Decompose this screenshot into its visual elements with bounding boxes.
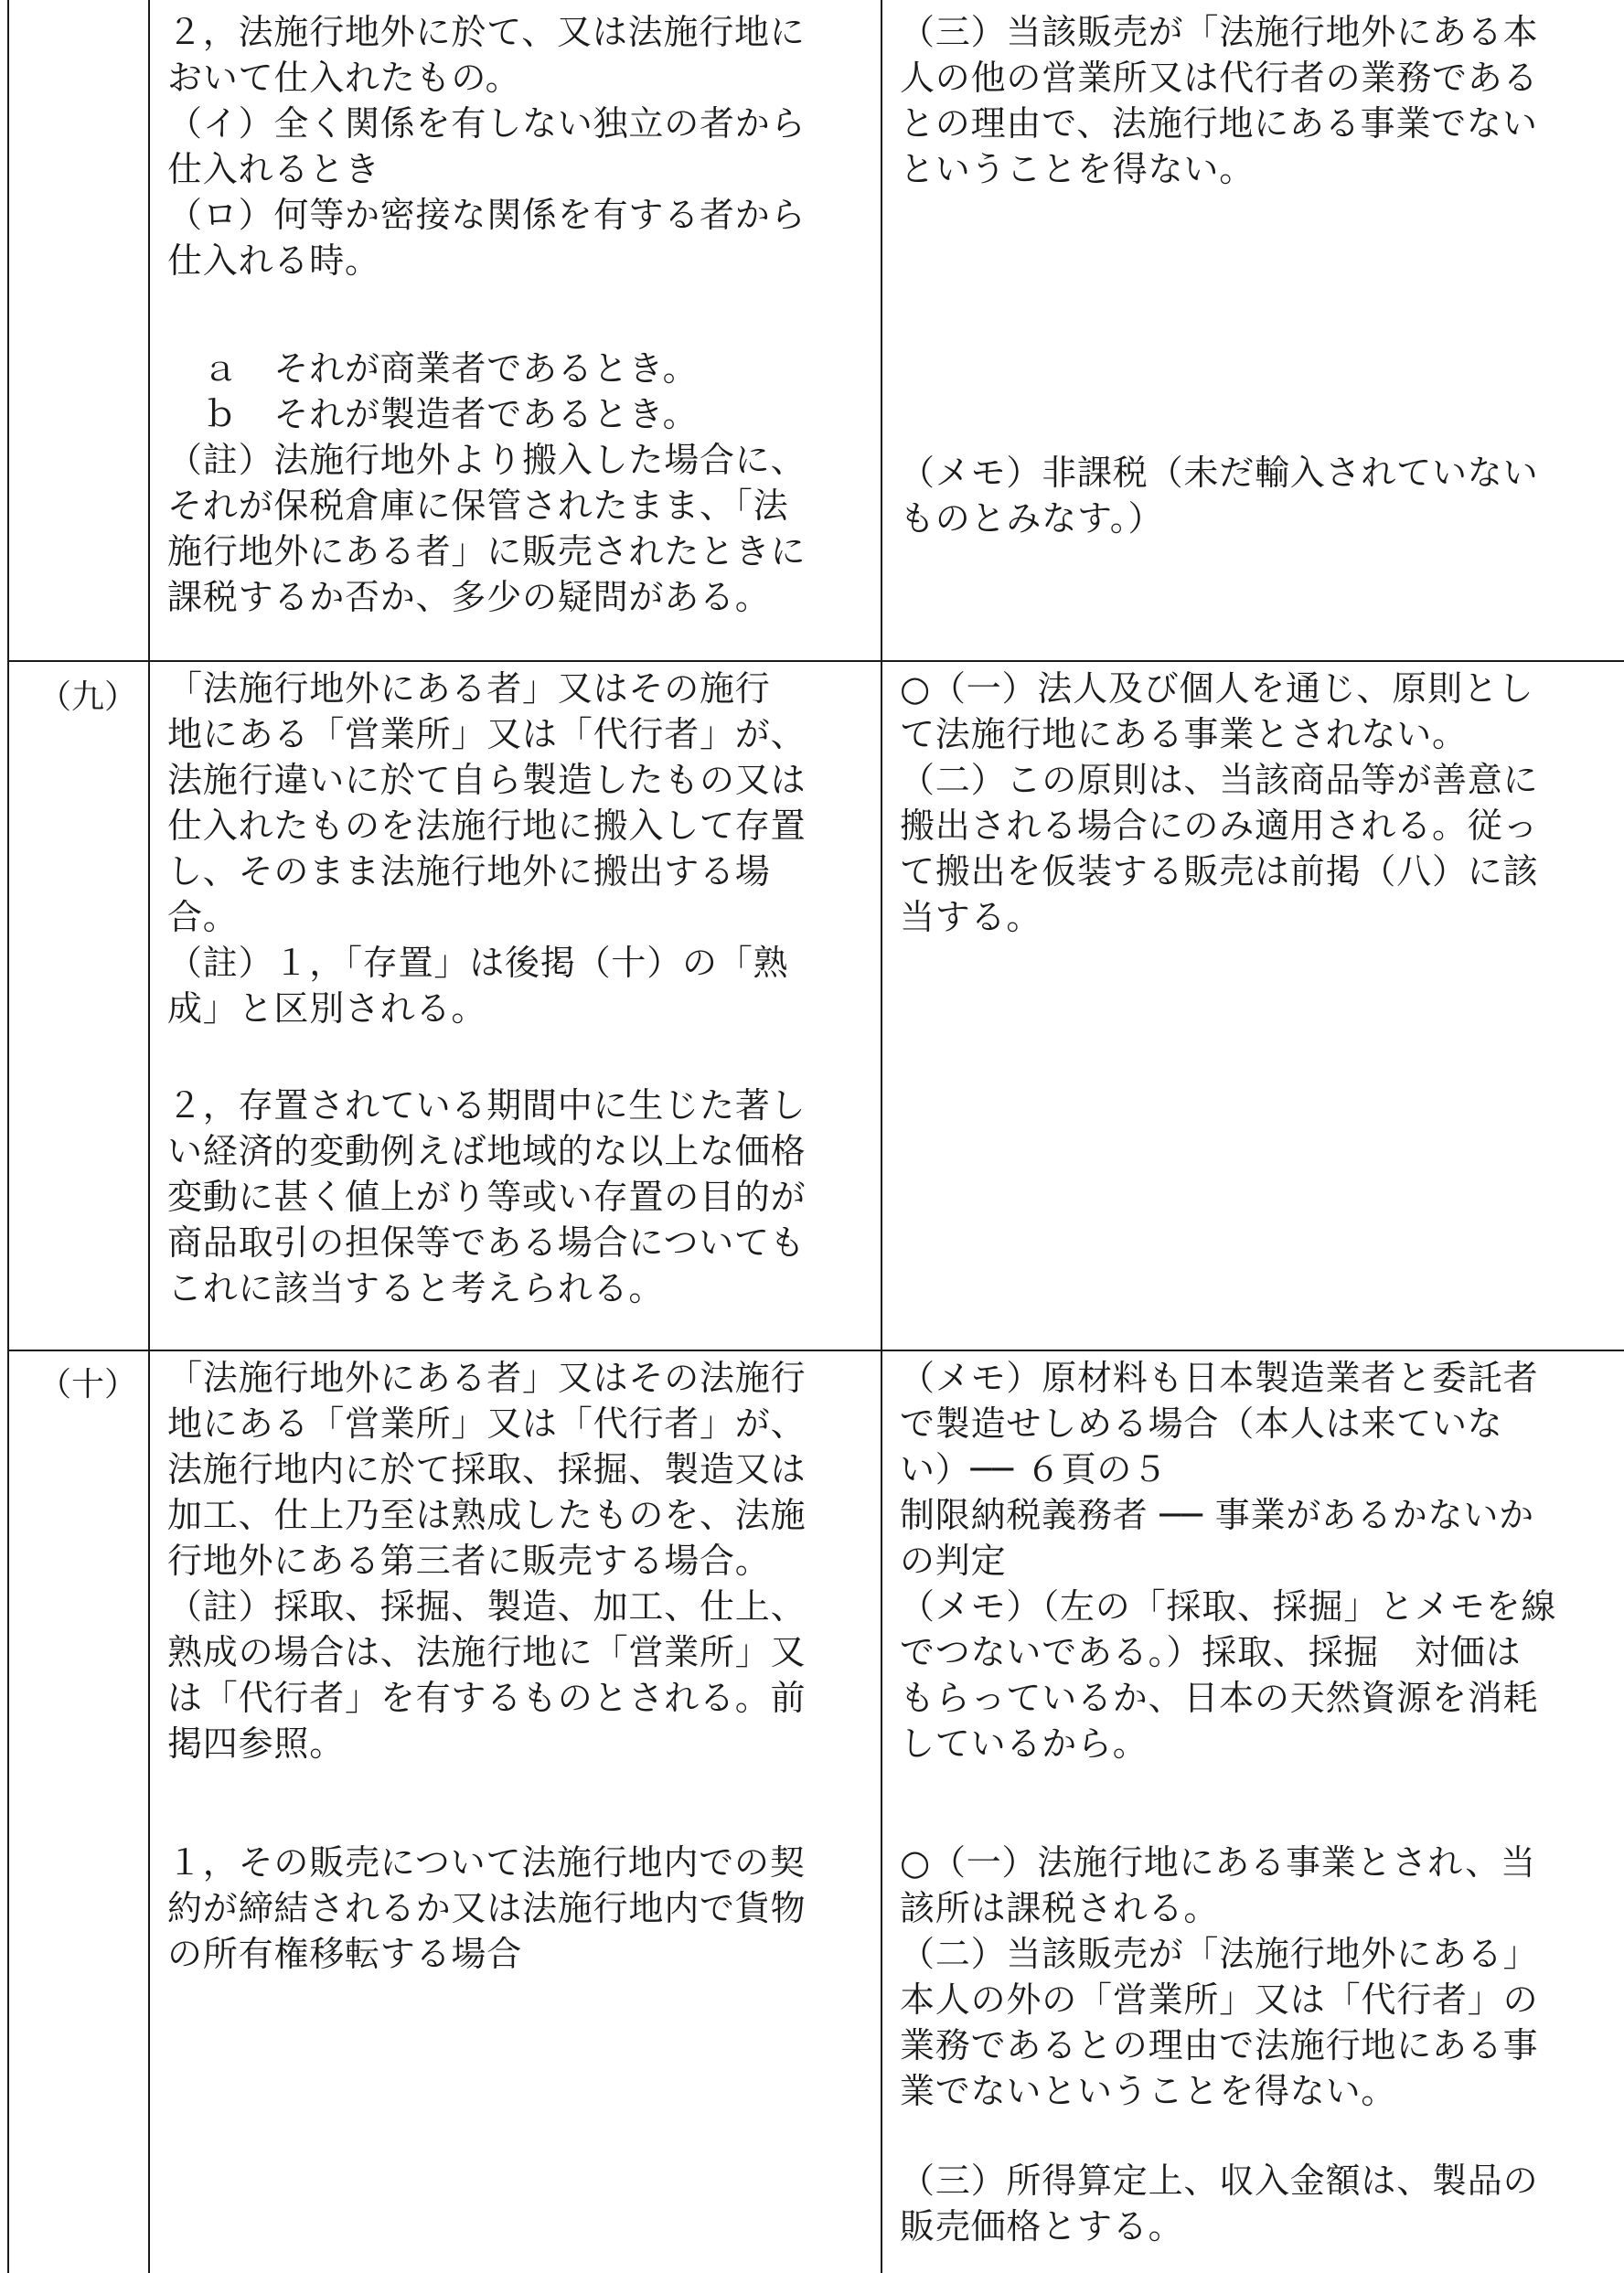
row-continued-middle-note: ａ それが商業者であるとき。 ｂ それが製造者であるとき。 （註）法施行地外より搬入した場合に、 それが保税倉庫に保管されたまま、「法 施行地外にある者」に販売されたときに 課税するか否か、多少の疑問がある。 bbox=[167, 348, 807, 617]
row-9-middle-case: 「法施行地外にある者」又はその施行 地にある「営業所」又は「代行者」が、 法施行違いに於て自ら製造したもの又は 仕入れたものを法施行地に搬入して存置 し、そのまま法施行地外に搬出する場 合。 （註）１，「存置」は後掲（十）の「熟 成」と区別される。 bbox=[167, 668, 807, 1029]
row-number-10: （十） bbox=[38, 1366, 138, 1403]
column-divider-number bbox=[148, 0, 150, 2273]
row-continued-right-clause-3: （三）当該販売が「法施行地外にある本 人の他の営業所又は代行者の業務である との理由で、法施行地にある事業でない ということを得ない。 bbox=[900, 12, 1539, 189]
row-continued-middle-item-2: ２，法施行地外に於て、又は法施行地に おいて仕入れたもの。 （イ）全く関係を有しない独立の者から 仕入れるとき （ロ）何等か密接な関係を有する者から 仕入れる時。 bbox=[167, 12, 807, 281]
row-10-right-memo: （メモ）原材料も日本製造業者と委託者 で製造せしめる場合（本人は来ていな い）── ６頁の５ 制限納税義務者 ── 事業があるかないか の判定 （メモ）（左の「採取、採掘」とメモを線 でつないである。）採取、採掘 対価は もらっているか、日本の天然資源を消耗 しているから。 bbox=[900, 1358, 1557, 1764]
row-divider-10 bbox=[7, 1350, 1624, 1351]
row-10-middle-item-1: １，その販売について法施行地内での契 約が締結されるか又は法施行地内で貨物 の所有権移転する場合 bbox=[167, 1842, 807, 1974]
row-number-9: （九） bbox=[38, 678, 138, 716]
row-9-middle-item-2: ２，存置されている期間中に生じた著し い経済的変動例えば地域的な以上な価格 変動に甚く値上がり等或い存置の目的が 商品取引の担保等である場合についても これに該当すると考えられる。 bbox=[167, 1085, 807, 1308]
column-divider-content bbox=[881, 0, 882, 2273]
row-10-right-clause-3: （三）所得算定上、収入金額は、製品の 販売価格とする。 bbox=[900, 2161, 1539, 2246]
table-left-border bbox=[7, 0, 9, 2273]
row-divider-9 bbox=[7, 660, 1624, 662]
row-10-right-treatment: ○（一）法施行地にある事業とされ、当 該所は課税される。 （二）当該販売が「法施行地外にある」 本人の外の「営業所」又は「代行者」の 業務であるとの理由で法施行地にある事 業でないということを得ない。 bbox=[900, 1842, 1539, 2111]
row-continued-right-memo: （メモ）非課税（未だ輸入されていない ものとみなす。） bbox=[900, 453, 1539, 539]
row-9-right-treatment: ○（一）法人及び個人を通じ、原則とし て法施行地にある事業とされない。 （二）この原則は、当該商品等が善意に 搬出される場合にのみ適用される。従っ て搬出を仮装する販売は前掲（八）に該 当する。 bbox=[900, 668, 1539, 937]
row-10-middle-case: 「法施行地外にある者」又はその法施行 地にある「営業所」又は「代行者」が、 法施行地内に於て採取、採掘、製造又は 加工、仕上乃至は熟成したものを、法施 行地外にある第三者に販売する場合。 （註）採取、採掘、製造、加工、仕上、 熟成の場合は、法施行地に「営業所」又 は「代行者」を有するものとされる。前 掲四参照。 bbox=[167, 1358, 807, 1764]
